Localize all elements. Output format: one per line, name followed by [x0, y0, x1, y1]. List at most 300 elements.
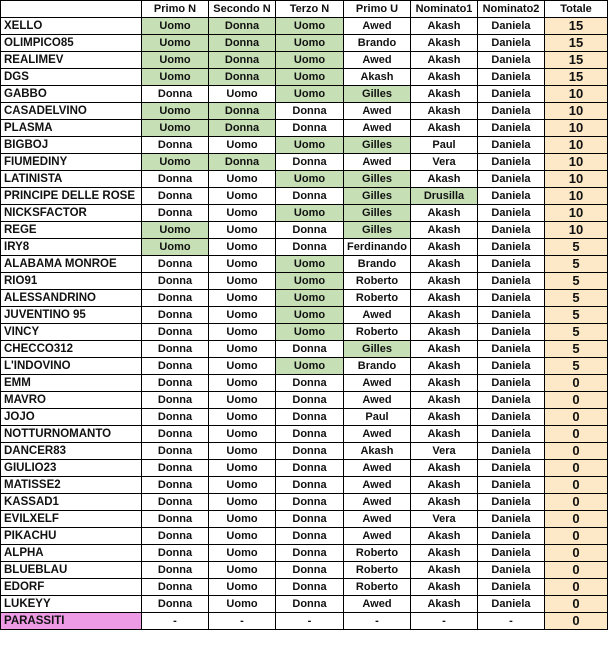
row-value-cell: Uomo — [209, 324, 276, 341]
row-value-cell: Uomo — [142, 52, 209, 69]
row-value-cell: Awed — [344, 103, 411, 120]
row-value-cell: Uomo — [142, 69, 209, 86]
row-value-cell: Donna — [276, 222, 344, 239]
row-total-cell: 5 — [545, 256, 608, 273]
row-value-cell: Daniela — [478, 222, 545, 239]
row-value-cell: Daniela — [478, 426, 545, 443]
row-value-cell: Donna — [142, 307, 209, 324]
row-value-cell: Donna — [142, 596, 209, 613]
row-value-cell: - — [344, 613, 411, 630]
row-name-cell: REALIMEV — [1, 52, 142, 69]
row-value-cell: Uomo — [209, 358, 276, 375]
row-value-cell: Ferdinando — [344, 239, 411, 256]
row-value-cell: Daniela — [478, 273, 545, 290]
row-name-cell: CASADELVINO — [1, 103, 142, 120]
row-total-cell: 10 — [545, 154, 608, 171]
row-value-cell: Akash — [411, 35, 478, 52]
row-value-cell: Donna — [276, 426, 344, 443]
table-body — [1, 18, 608, 630]
row-value-cell: Daniela — [478, 596, 545, 613]
row-value-cell: Akash — [411, 375, 478, 392]
row-name-cell: L'INDOVINO — [1, 358, 142, 375]
row-value-cell: Uomo — [142, 120, 209, 137]
row-value-cell: - — [276, 613, 344, 630]
row-value-cell: Daniela — [478, 375, 545, 392]
row-value-cell: Akash — [411, 307, 478, 324]
row-value-cell: Uomo — [276, 290, 344, 307]
table-row — [1, 528, 608, 545]
table-row — [1, 222, 608, 239]
row-value-cell: Akash — [411, 171, 478, 188]
row-value-cell: Awed — [344, 307, 411, 324]
row-value-cell: Donna — [142, 579, 209, 596]
header-cell: Nominato1 — [411, 1, 478, 18]
row-name-cell: XELLO — [1, 18, 142, 35]
table-row — [1, 443, 608, 460]
row-name-cell: EDORF — [1, 579, 142, 596]
row-name-cell: PLASMA — [1, 120, 142, 137]
table-row — [1, 290, 608, 307]
row-total-cell: 10 — [545, 120, 608, 137]
row-value-cell: Akash — [411, 69, 478, 86]
table-row — [1, 137, 608, 154]
row-value-cell: Brando — [344, 358, 411, 375]
row-value-cell: Donna — [276, 409, 344, 426]
row-value-cell: Donna — [142, 137, 209, 154]
row-value-cell: Vera — [411, 443, 478, 460]
row-value-cell: Donna — [276, 511, 344, 528]
row-value-cell: Uomo — [209, 239, 276, 256]
table-row — [1, 375, 608, 392]
row-name-cell: ALABAMA MONROE — [1, 256, 142, 273]
row-value-cell: Gilles — [344, 188, 411, 205]
row-value-cell: Uomo — [142, 154, 209, 171]
row-value-cell: Akash — [411, 545, 478, 562]
row-total-cell: 15 — [545, 18, 608, 35]
row-value-cell: Awed — [344, 52, 411, 69]
row-value-cell: Akash — [344, 69, 411, 86]
table-row — [1, 392, 608, 409]
row-value-cell: Donna — [276, 239, 344, 256]
row-value-cell: Gilles — [344, 341, 411, 358]
row-name-cell: GABBO — [1, 86, 142, 103]
row-value-cell: Daniela — [478, 324, 545, 341]
row-name-cell: DGS — [1, 69, 142, 86]
row-name-cell: VINCY — [1, 324, 142, 341]
row-value-cell: Vera — [411, 154, 478, 171]
row-value-cell: Daniela — [478, 511, 545, 528]
row-value-cell: - — [411, 613, 478, 630]
row-value-cell: Akash — [411, 290, 478, 307]
row-total-cell: 15 — [545, 69, 608, 86]
row-value-cell: Donna — [142, 494, 209, 511]
row-value-cell: Daniela — [478, 290, 545, 307]
row-value-cell: Donna — [142, 460, 209, 477]
row-value-cell: Roberto — [344, 562, 411, 579]
row-value-cell: Donna — [209, 18, 276, 35]
row-value-cell: Awed — [344, 426, 411, 443]
header-row — [1, 1, 608, 18]
row-value-cell: Akash — [411, 494, 478, 511]
row-value-cell: Donna — [142, 528, 209, 545]
row-value-cell: Akash — [411, 562, 478, 579]
row-total-cell: 0 — [545, 528, 608, 545]
row-value-cell: Uomo — [209, 273, 276, 290]
row-name-cell: FIUMEDINY — [1, 154, 142, 171]
row-value-cell: Daniela — [478, 69, 545, 86]
row-value-cell: Gilles — [344, 171, 411, 188]
table-row — [1, 120, 608, 137]
row-value-cell: Daniela — [478, 103, 545, 120]
table-row — [1, 154, 608, 171]
row-value-cell: Daniela — [478, 52, 545, 69]
row-name-cell: IRY8 — [1, 239, 142, 256]
row-value-cell: Awed — [344, 154, 411, 171]
row-value-cell: Uomo — [276, 52, 344, 69]
row-value-cell: Donna — [276, 375, 344, 392]
row-total-cell: 5 — [545, 290, 608, 307]
row-value-cell: Donna — [142, 256, 209, 273]
row-value-cell: Daniela — [478, 188, 545, 205]
table-row — [1, 562, 608, 579]
row-name-cell: ALESSANDRINO — [1, 290, 142, 307]
row-name-cell: NICKSFACTOR — [1, 205, 142, 222]
row-value-cell: Akash — [411, 358, 478, 375]
row-value-cell: Uomo — [142, 239, 209, 256]
row-value-cell: Akash — [411, 18, 478, 35]
row-total-cell: 0 — [545, 596, 608, 613]
row-value-cell: Akash — [411, 426, 478, 443]
row-value-cell: Donna — [142, 86, 209, 103]
header-cell: Primo U — [344, 1, 411, 18]
row-name-cell: EVILXELF — [1, 511, 142, 528]
row-value-cell: Donna — [142, 171, 209, 188]
row-value-cell: Awed — [344, 392, 411, 409]
row-value-cell: Donna — [276, 392, 344, 409]
row-value-cell: Uomo — [209, 137, 276, 154]
row-value-cell: Donna — [209, 120, 276, 137]
row-total-cell: 0 — [545, 477, 608, 494]
row-value-cell: Uomo — [276, 324, 344, 341]
row-value-cell: Daniela — [478, 579, 545, 596]
table-row — [1, 460, 608, 477]
table-row — [1, 426, 608, 443]
table-row — [1, 273, 608, 290]
row-name-cell: MATISSE2 — [1, 477, 142, 494]
row-value-cell: Daniela — [478, 120, 545, 137]
table-row — [1, 103, 608, 120]
row-value-cell: Uomo — [276, 86, 344, 103]
table-row — [1, 579, 608, 596]
table-row — [1, 52, 608, 69]
row-value-cell: Roberto — [344, 324, 411, 341]
table-row — [1, 69, 608, 86]
header-name-cell — [1, 1, 142, 18]
row-value-cell: Donna — [276, 154, 344, 171]
row-value-cell: Daniela — [478, 494, 545, 511]
row-value-cell: Daniela — [478, 460, 545, 477]
row-value-cell: Donna — [276, 341, 344, 358]
row-value-cell: Drusilla — [411, 188, 478, 205]
row-value-cell: Akash — [411, 460, 478, 477]
row-name-cell: PRINCIPE DELLE ROSE — [1, 188, 142, 205]
row-value-cell: Brando — [344, 35, 411, 52]
table-row — [1, 307, 608, 324]
row-value-cell: Donna — [142, 188, 209, 205]
table-row — [1, 171, 608, 188]
row-value-cell: Awed — [344, 18, 411, 35]
row-value-cell: Donna — [142, 562, 209, 579]
row-total-cell: 5 — [545, 324, 608, 341]
row-value-cell: Uomo — [209, 171, 276, 188]
row-total-cell: 0 — [545, 494, 608, 511]
table-row — [1, 494, 608, 511]
row-value-cell: Akash — [411, 477, 478, 494]
row-value-cell: Daniela — [478, 171, 545, 188]
row-total-cell: 15 — [545, 35, 608, 52]
row-value-cell: Awed — [344, 528, 411, 545]
row-value-cell: Uomo — [209, 426, 276, 443]
row-value-cell: Daniela — [478, 256, 545, 273]
row-value-cell: Uomo — [209, 392, 276, 409]
row-value-cell: Uomo — [209, 375, 276, 392]
row-value-cell: Daniela — [478, 239, 545, 256]
row-total-cell: 0 — [545, 613, 608, 630]
row-value-cell: Akash — [411, 528, 478, 545]
row-value-cell: Daniela — [478, 443, 545, 460]
table-row — [1, 86, 608, 103]
row-value-cell: Daniela — [478, 35, 545, 52]
row-value-cell: Donna — [142, 341, 209, 358]
row-value-cell: Gilles — [344, 137, 411, 154]
row-value-cell: Donna — [276, 528, 344, 545]
table-row — [1, 511, 608, 528]
row-name-cell: LATINISTA — [1, 171, 142, 188]
row-value-cell: Akash — [411, 596, 478, 613]
row-value-cell: Uomo — [276, 69, 344, 86]
row-value-cell: Awed — [344, 375, 411, 392]
row-name-cell: EMM — [1, 375, 142, 392]
row-value-cell: - — [478, 613, 545, 630]
row-value-cell: Uomo — [209, 528, 276, 545]
row-total-cell: 10 — [545, 86, 608, 103]
row-value-cell: Uomo — [276, 273, 344, 290]
row-total-cell: 10 — [545, 103, 608, 120]
row-value-cell: Donna — [142, 511, 209, 528]
row-name-cell: CHECCO312 — [1, 341, 142, 358]
row-total-cell: 0 — [545, 443, 608, 460]
table-row — [1, 324, 608, 341]
row-value-cell: Uomo — [209, 341, 276, 358]
row-total-cell: 5 — [545, 239, 608, 256]
header-cell: Totale — [545, 1, 608, 18]
row-value-cell: Uomo — [276, 171, 344, 188]
row-value-cell: Uomo — [276, 358, 344, 375]
row-value-cell: Donna — [276, 103, 344, 120]
row-name-cell: REGE — [1, 222, 142, 239]
row-value-cell: Donna — [142, 409, 209, 426]
header-cell: Terzo N — [276, 1, 344, 18]
row-value-cell: Gilles — [344, 86, 411, 103]
row-total-cell: 15 — [545, 52, 608, 69]
row-value-cell: Donna — [142, 358, 209, 375]
row-name-cell: BLUEBLAU — [1, 562, 142, 579]
row-total-cell: 5 — [545, 341, 608, 358]
row-name-cell: JOJO — [1, 409, 142, 426]
row-value-cell: Daniela — [478, 477, 545, 494]
row-value-cell: - — [142, 613, 209, 630]
table-row — [1, 35, 608, 52]
row-name-cell: PIKACHU — [1, 528, 142, 545]
row-total-cell: 0 — [545, 392, 608, 409]
row-value-cell: Donna — [142, 426, 209, 443]
row-value-cell: Uomo — [209, 188, 276, 205]
row-name-cell: OLIMPICO85 — [1, 35, 142, 52]
row-value-cell: Donna — [276, 494, 344, 511]
row-name-cell: RIO91 — [1, 273, 142, 290]
header-cell: Nominato2 — [478, 1, 545, 18]
row-value-cell: Uomo — [142, 35, 209, 52]
row-name-cell: JUVENTINO 95 — [1, 307, 142, 324]
row-value-cell: Donna — [209, 52, 276, 69]
row-value-cell: Akash — [411, 579, 478, 596]
row-total-cell: 10 — [545, 171, 608, 188]
row-value-cell: Akash — [411, 86, 478, 103]
row-value-cell: Paul — [411, 137, 478, 154]
row-value-cell: Donna — [142, 545, 209, 562]
row-total-cell: 5 — [545, 307, 608, 324]
row-value-cell: Uomo — [276, 307, 344, 324]
row-value-cell: Roberto — [344, 545, 411, 562]
row-value-cell: Daniela — [478, 18, 545, 35]
row-value-cell: Donna — [142, 290, 209, 307]
row-name-cell: KASSAD1 — [1, 494, 142, 511]
row-value-cell: Daniela — [478, 545, 545, 562]
row-value-cell: Donna — [276, 562, 344, 579]
row-value-cell: Akash — [411, 120, 478, 137]
row-total-cell: 5 — [545, 358, 608, 375]
table-row — [1, 341, 608, 358]
row-total-cell: 0 — [545, 460, 608, 477]
table-row — [1, 358, 608, 375]
row-value-cell: Uomo — [276, 256, 344, 273]
row-value-cell: Uomo — [209, 477, 276, 494]
row-value-cell: Uomo — [209, 511, 276, 528]
row-name-cell: MAVRO — [1, 392, 142, 409]
table-row — [1, 613, 608, 630]
row-value-cell: Uomo — [276, 205, 344, 222]
row-value-cell: Donna — [276, 120, 344, 137]
row-value-cell: Donna — [209, 103, 276, 120]
row-value-cell: Uomo — [209, 409, 276, 426]
row-value-cell: Roberto — [344, 579, 411, 596]
row-value-cell: Donna — [276, 443, 344, 460]
row-value-cell: Daniela — [478, 307, 545, 324]
row-value-cell: Akash — [411, 103, 478, 120]
row-name-cell: ALPHA — [1, 545, 142, 562]
row-value-cell: Awed — [344, 477, 411, 494]
row-total-cell: 10 — [545, 222, 608, 239]
row-total-cell: 0 — [545, 579, 608, 596]
header-cell: Secondo N — [209, 1, 276, 18]
row-value-cell: Awed — [344, 120, 411, 137]
table-row — [1, 596, 608, 613]
row-value-cell: Uomo — [209, 443, 276, 460]
row-value-cell: Uomo — [209, 86, 276, 103]
row-value-cell: Daniela — [478, 341, 545, 358]
row-value-cell: Uomo — [209, 222, 276, 239]
row-value-cell: Donna — [142, 443, 209, 460]
row-value-cell: Uomo — [209, 545, 276, 562]
row-value-cell: Akash — [411, 409, 478, 426]
row-total-cell: 5 — [545, 273, 608, 290]
row-value-cell: Uomo — [142, 222, 209, 239]
table-row — [1, 409, 608, 426]
row-value-cell: Akash — [411, 205, 478, 222]
row-value-cell: Uomo — [209, 307, 276, 324]
row-value-cell: Uomo — [209, 256, 276, 273]
row-value-cell: Donna — [142, 273, 209, 290]
row-name-cell: PARASSITI — [1, 613, 142, 630]
row-total-cell: 0 — [545, 511, 608, 528]
row-total-cell: 0 — [545, 562, 608, 579]
row-value-cell: Daniela — [478, 409, 545, 426]
row-value-cell: Donna — [142, 375, 209, 392]
row-value-cell: Awed — [344, 460, 411, 477]
row-value-cell: Akash — [411, 52, 478, 69]
row-value-cell: Uomo — [209, 579, 276, 596]
row-value-cell: Daniela — [478, 86, 545, 103]
row-value-cell: Daniela — [478, 528, 545, 545]
row-value-cell: Gilles — [344, 222, 411, 239]
row-name-cell: BIGBOJ — [1, 137, 142, 154]
row-value-cell: Donna — [209, 35, 276, 52]
row-value-cell: Brando — [344, 256, 411, 273]
row-value-cell: Uomo — [209, 460, 276, 477]
row-name-cell: LUKEYY — [1, 596, 142, 613]
row-value-cell: Daniela — [478, 392, 545, 409]
row-value-cell: Uomo — [209, 494, 276, 511]
row-value-cell: Uomo — [276, 137, 344, 154]
row-total-cell: 10 — [545, 188, 608, 205]
row-value-cell: Awed — [344, 494, 411, 511]
row-value-cell: Daniela — [478, 358, 545, 375]
row-value-cell: - — [209, 613, 276, 630]
row-total-cell: 0 — [545, 545, 608, 562]
row-value-cell: Uomo — [276, 35, 344, 52]
table-row — [1, 477, 608, 494]
row-value-cell: Vera — [411, 511, 478, 528]
table-row — [1, 256, 608, 273]
row-total-cell: 0 — [545, 375, 608, 392]
row-total-cell: 0 — [545, 409, 608, 426]
row-value-cell: Daniela — [478, 205, 545, 222]
row-value-cell: Akash — [344, 443, 411, 460]
row-value-cell: Roberto — [344, 273, 411, 290]
table-row — [1, 188, 608, 205]
row-value-cell: Donna — [142, 205, 209, 222]
row-value-cell: Uomo — [142, 18, 209, 35]
row-name-cell: DANCER83 — [1, 443, 142, 460]
row-value-cell: Uomo — [276, 18, 344, 35]
row-value-cell: Donna — [276, 596, 344, 613]
table-row — [1, 205, 608, 222]
row-value-cell: Donna — [276, 545, 344, 562]
row-value-cell: Uomo — [209, 205, 276, 222]
row-value-cell: Daniela — [478, 137, 545, 154]
row-value-cell: Daniela — [478, 562, 545, 579]
row-value-cell: Akash — [411, 239, 478, 256]
